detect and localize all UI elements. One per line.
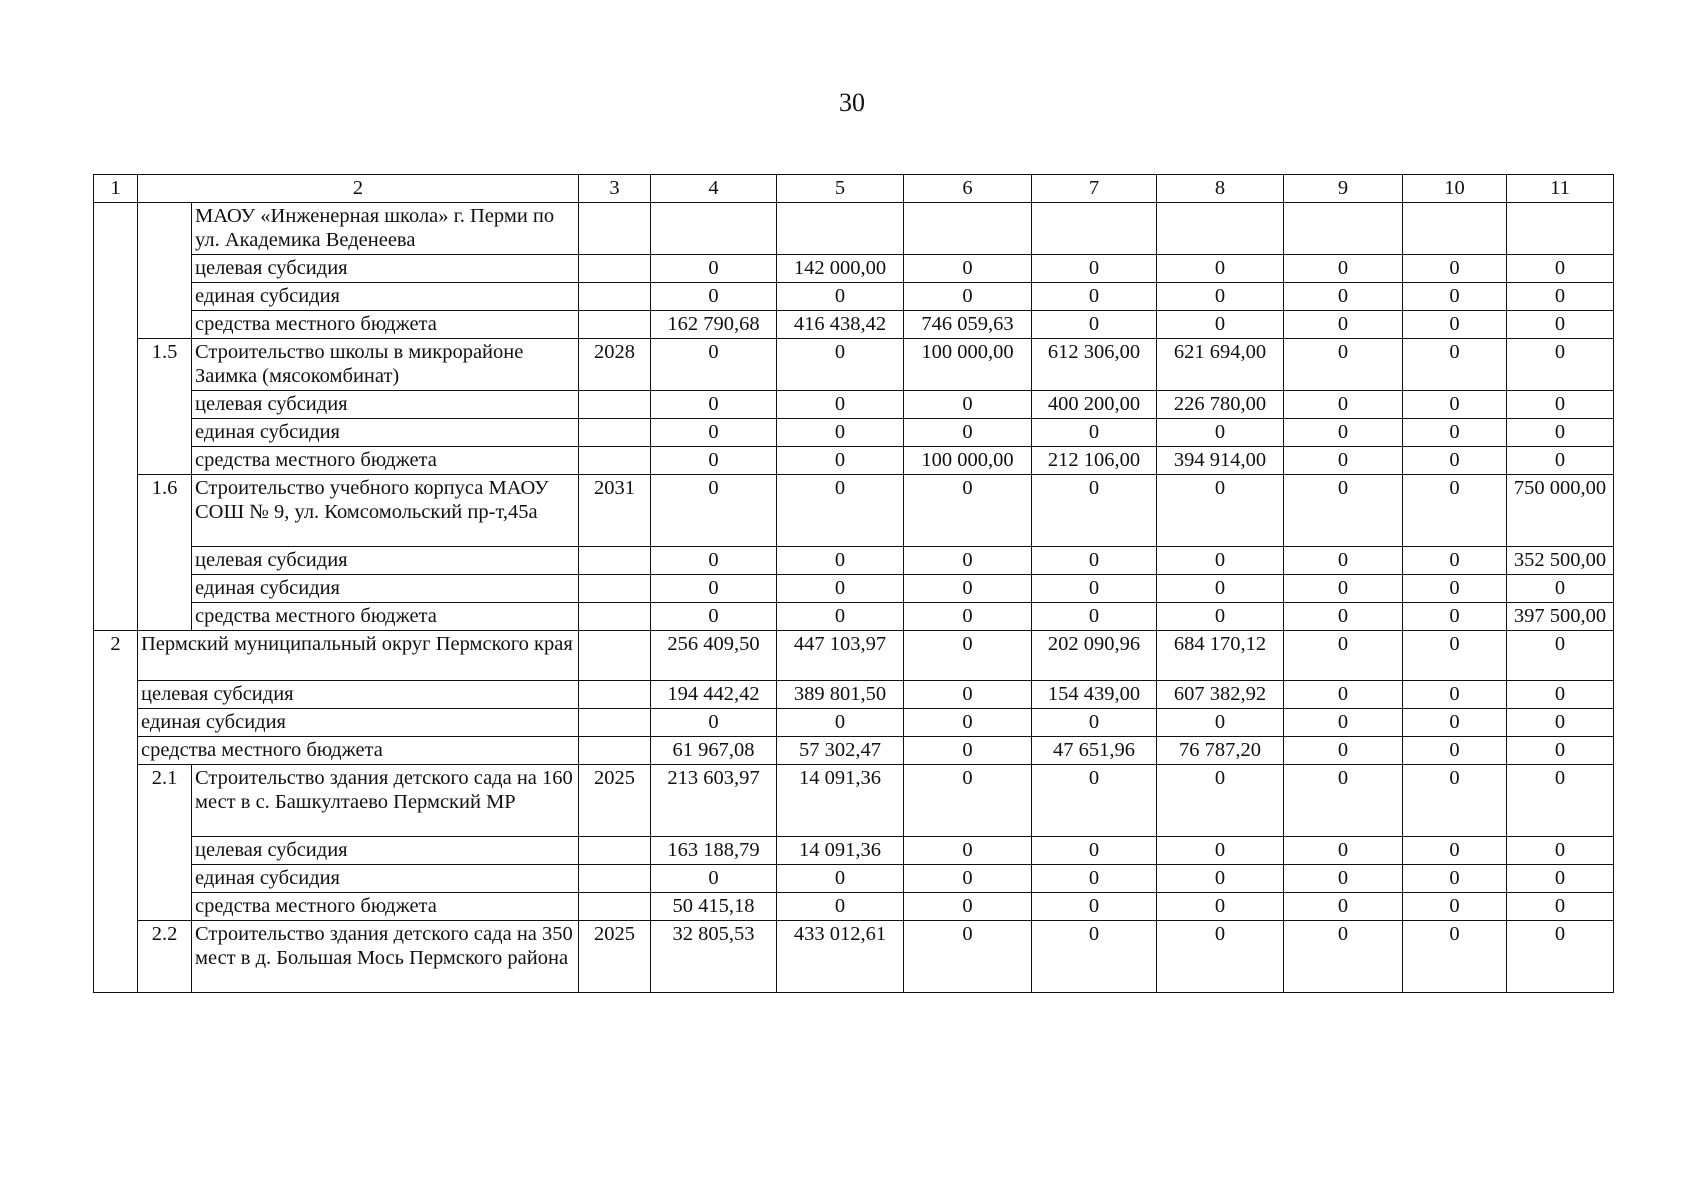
value-cell: [904, 203, 1032, 255]
table-row: [94, 391, 1614, 419]
value-cell: 0: [1157, 865, 1284, 893]
value-cell: 256 409,50: [651, 631, 777, 681]
value-cell: 0: [1507, 391, 1614, 419]
row-label: средства местного бюджета: [192, 893, 579, 921]
value-cell: 0: [904, 255, 1032, 283]
value-cell: 0: [904, 547, 1032, 575]
value-cell: 0: [1032, 475, 1157, 547]
year-cell: 2031: [579, 475, 651, 547]
section-number: [94, 203, 138, 631]
value-cell: 0: [1032, 865, 1157, 893]
value-cell: 0: [1032, 419, 1157, 447]
value-cell: 0: [777, 447, 904, 475]
row-label: Строительство учебного корпуса МАОУ СОШ № 9, ул. Комсомольский пр-т,45а: [192, 475, 579, 547]
value-cell: 142 000,00: [777, 255, 904, 283]
value-cell: 0: [1157, 765, 1284, 837]
page-number: 30: [839, 88, 865, 117]
value-cell: 447 103,97: [777, 631, 904, 681]
value-cell: 154 439,00: [1032, 681, 1157, 709]
table-body: [94, 175, 1614, 993]
value-cell: 0: [1284, 575, 1403, 603]
value-cell: 0: [1032, 311, 1157, 339]
value-cell: 32 805,53: [651, 921, 777, 993]
table-row: [94, 603, 1614, 631]
year-cell: [579, 203, 651, 255]
value-cell: 0: [1157, 893, 1284, 921]
value-cell: 0: [1403, 419, 1507, 447]
value-cell: 0: [1284, 283, 1403, 311]
column-header: 10: [1403, 175, 1507, 203]
value-cell: 0: [904, 681, 1032, 709]
value-cell: [1284, 203, 1403, 255]
value-cell: 0: [1157, 837, 1284, 865]
value-cell: 0: [1157, 921, 1284, 993]
row-label: целевая субсидия: [138, 681, 579, 709]
column-header: 4: [651, 175, 777, 203]
value-cell: 0: [1507, 681, 1614, 709]
year-cell: 2028: [579, 339, 651, 391]
value-cell: 0: [1403, 765, 1507, 837]
table-row: [94, 203, 1614, 255]
row-label: средства местного бюджета: [138, 737, 579, 765]
value-cell: 0: [1507, 255, 1614, 283]
value-cell: 0: [904, 391, 1032, 419]
year-cell: [579, 865, 651, 893]
year-cell: [579, 255, 651, 283]
value-cell: 0: [1403, 921, 1507, 993]
table-row: [94, 575, 1614, 603]
row-label: единая субсидия: [138, 709, 579, 737]
row-label: Строительство школы в микрорайоне Заимка (мясокомбинат): [192, 339, 579, 391]
row-label: единая субсидия: [192, 419, 579, 447]
value-cell: 0: [1507, 283, 1614, 311]
table-row: [94, 547, 1614, 575]
row-label: средства местного бюджета: [192, 603, 579, 631]
value-cell: 0: [777, 391, 904, 419]
value-cell: 0: [777, 547, 904, 575]
value-cell: 621 694,00: [1157, 339, 1284, 391]
value-cell: 746 059,63: [904, 311, 1032, 339]
value-cell: 47 651,96: [1032, 737, 1157, 765]
value-cell: 0: [1403, 865, 1507, 893]
value-cell: 0: [904, 419, 1032, 447]
row-label: средства местного бюджета: [192, 447, 579, 475]
column-header: 6: [904, 175, 1032, 203]
value-cell: 0: [1032, 765, 1157, 837]
value-cell: 397 500,00: [1507, 603, 1614, 631]
value-cell: 202 090,96: [1032, 631, 1157, 681]
year-cell: [579, 631, 651, 681]
value-cell: 0: [1403, 709, 1507, 737]
value-cell: 0: [904, 921, 1032, 993]
value-cell: [1032, 203, 1157, 255]
value-cell: 0: [1507, 339, 1614, 391]
value-cell: 0: [1403, 475, 1507, 547]
value-cell: 100 000,00: [904, 447, 1032, 475]
value-cell: 433 012,61: [777, 921, 904, 993]
value-cell: 0: [777, 575, 904, 603]
value-cell: 0: [1157, 283, 1284, 311]
table-row: [94, 709, 1614, 737]
item-number: 1.5: [138, 339, 192, 475]
value-cell: 0: [1507, 893, 1614, 921]
value-cell: 0: [904, 475, 1032, 547]
value-cell: 194 442,42: [651, 681, 777, 709]
row-label: МАОУ «Инженерная школа» г. Перми по ул. Академика Веденеева: [192, 203, 579, 255]
value-cell: 0: [1284, 339, 1403, 391]
column-header: 7: [1032, 175, 1157, 203]
value-cell: 0: [1032, 547, 1157, 575]
table-row: [94, 475, 1614, 547]
value-cell: 0: [1157, 311, 1284, 339]
value-cell: 0: [1507, 311, 1614, 339]
value-cell: 0: [651, 603, 777, 631]
table-row: [94, 631, 1614, 681]
column-header: 11: [1507, 175, 1614, 203]
table-row: [94, 255, 1614, 283]
value-cell: 212 106,00: [1032, 447, 1157, 475]
row-label: единая субсидия: [192, 575, 579, 603]
value-cell: 0: [1284, 921, 1403, 993]
row-label: целевая субсидия: [192, 547, 579, 575]
value-cell: 0: [1507, 837, 1614, 865]
value-cell: 0: [1157, 475, 1284, 547]
value-cell: 0: [1284, 709, 1403, 737]
value-cell: 0: [1284, 737, 1403, 765]
value-cell: 0: [904, 765, 1032, 837]
value-cell: 0: [1284, 893, 1403, 921]
value-cell: 400 200,00: [1032, 391, 1157, 419]
value-cell: 750 000,00: [1507, 475, 1614, 547]
value-cell: 50 415,18: [651, 893, 777, 921]
value-cell: 0: [904, 575, 1032, 603]
value-cell: 0: [777, 709, 904, 737]
value-cell: 0: [904, 283, 1032, 311]
table-row: [94, 311, 1614, 339]
value-cell: 0: [904, 893, 1032, 921]
value-cell: [651, 203, 777, 255]
item-number: 2.1: [138, 765, 192, 921]
row-label: средства местного бюджета: [192, 311, 579, 339]
value-cell: 0: [1403, 631, 1507, 681]
row-label: единая субсидия: [192, 865, 579, 893]
table-row: [94, 283, 1614, 311]
column-header: 9: [1284, 175, 1403, 203]
value-cell: 0: [1403, 681, 1507, 709]
value-cell: 0: [1032, 283, 1157, 311]
year-cell: [579, 311, 651, 339]
year-cell: 2025: [579, 765, 651, 837]
table-row: [94, 893, 1614, 921]
value-cell: 61 967,08: [651, 737, 777, 765]
row-label: целевая субсидия: [192, 391, 579, 419]
value-cell: 0: [904, 603, 1032, 631]
year-cell: [579, 709, 651, 737]
value-cell: 0: [1284, 447, 1403, 475]
item-number: 1.6: [138, 475, 192, 631]
table-row: [94, 837, 1614, 865]
year-cell: [579, 419, 651, 447]
value-cell: 0: [777, 283, 904, 311]
value-cell: 0: [651, 339, 777, 391]
value-cell: 0: [1403, 255, 1507, 283]
value-cell: 0: [1403, 447, 1507, 475]
value-cell: 0: [1507, 709, 1614, 737]
year-cell: [579, 547, 651, 575]
column-header: 8: [1157, 175, 1284, 203]
value-cell: 0: [1032, 893, 1157, 921]
header-row: [94, 175, 1614, 203]
value-cell: 0: [1284, 419, 1403, 447]
value-cell: 0: [1284, 311, 1403, 339]
value-cell: 0: [1032, 603, 1157, 631]
value-cell: 416 438,42: [777, 311, 904, 339]
year-cell: [579, 737, 651, 765]
value-cell: 0: [1032, 837, 1157, 865]
column-header: 3: [579, 175, 651, 203]
value-cell: 0: [1403, 339, 1507, 391]
value-cell: 0: [1032, 255, 1157, 283]
item-number: [138, 203, 192, 339]
value-cell: 0: [1507, 575, 1614, 603]
value-cell: 0: [651, 419, 777, 447]
value-cell: 0: [1157, 419, 1284, 447]
value-cell: 0: [1403, 547, 1507, 575]
value-cell: 0: [777, 339, 904, 391]
value-cell: 14 091,36: [777, 765, 904, 837]
year-cell: [579, 447, 651, 475]
value-cell: 226 780,00: [1157, 391, 1284, 419]
value-cell: 76 787,20: [1157, 737, 1284, 765]
table-row: [94, 765, 1614, 837]
value-cell: 352 500,00: [1507, 547, 1614, 575]
value-cell: 684 170,12: [1157, 631, 1284, 681]
value-cell: 0: [1507, 631, 1614, 681]
value-cell: 0: [1157, 547, 1284, 575]
column-header: 5: [777, 175, 904, 203]
item-number: 2.2: [138, 921, 192, 993]
value-cell: 0: [904, 709, 1032, 737]
value-cell: 0: [651, 475, 777, 547]
value-cell: 0: [1284, 547, 1403, 575]
column-header: 1: [94, 175, 138, 203]
value-cell: 0: [1284, 865, 1403, 893]
value-cell: 0: [1507, 447, 1614, 475]
value-cell: 0: [1403, 391, 1507, 419]
value-cell: 0: [1403, 603, 1507, 631]
value-cell: 0: [777, 865, 904, 893]
value-cell: 0: [1032, 921, 1157, 993]
year-cell: [579, 893, 651, 921]
table-row: [94, 339, 1614, 391]
year-cell: [579, 603, 651, 631]
row-label: единая субсидия: [192, 283, 579, 311]
value-cell: 0: [1284, 765, 1403, 837]
table-row: [94, 419, 1614, 447]
value-cell: 14 091,36: [777, 837, 904, 865]
value-cell: 0: [1284, 681, 1403, 709]
row-label: Пермский муниципальный округ Пермского края: [138, 631, 579, 681]
value-cell: 0: [651, 709, 777, 737]
value-cell: 0: [1507, 921, 1614, 993]
table-row: [94, 737, 1614, 765]
value-cell: 0: [651, 255, 777, 283]
value-cell: 0: [1284, 255, 1403, 283]
value-cell: 0: [1284, 391, 1403, 419]
value-cell: 0: [1507, 737, 1614, 765]
value-cell: 0: [1403, 575, 1507, 603]
table-row: [94, 865, 1614, 893]
value-cell: 389 801,50: [777, 681, 904, 709]
value-cell: 0: [777, 475, 904, 547]
table-row: [94, 681, 1614, 709]
value-cell: 0: [1157, 709, 1284, 737]
value-cell: 0: [904, 865, 1032, 893]
value-cell: 57 302,47: [777, 737, 904, 765]
row-label: Строительство здания детского сада на 350 мест в д. Большая Мось Пермского района: [192, 921, 579, 993]
value-cell: 0: [651, 575, 777, 603]
value-cell: 0: [1507, 865, 1614, 893]
value-cell: 0: [1403, 283, 1507, 311]
value-cell: [1157, 203, 1284, 255]
value-cell: 213 603,97: [651, 765, 777, 837]
value-cell: 100 000,00: [904, 339, 1032, 391]
value-cell: 0: [1157, 575, 1284, 603]
value-cell: 0: [777, 893, 904, 921]
value-cell: 0: [1403, 311, 1507, 339]
value-cell: 394 914,00: [1157, 447, 1284, 475]
value-cell: 0: [1284, 475, 1403, 547]
year-cell: [579, 681, 651, 709]
row-label: целевая субсидия: [192, 837, 579, 865]
value-cell: 163 188,79: [651, 837, 777, 865]
value-cell: 0: [651, 547, 777, 575]
value-cell: 0: [1403, 837, 1507, 865]
value-cell: 0: [651, 391, 777, 419]
value-cell: 0: [1284, 631, 1403, 681]
value-cell: 0: [651, 865, 777, 893]
value-cell: 0: [1157, 603, 1284, 631]
value-cell: 162 790,68: [651, 311, 777, 339]
table-row: [94, 921, 1614, 993]
value-cell: [1507, 203, 1614, 255]
row-label: целевая субсидия: [192, 255, 579, 283]
value-cell: [777, 203, 904, 255]
column-header: 2: [138, 175, 579, 203]
year-cell: [579, 391, 651, 419]
value-cell: 0: [1403, 737, 1507, 765]
value-cell: 612 306,00: [1032, 339, 1157, 391]
value-cell: 0: [904, 837, 1032, 865]
value-cell: 0: [1507, 419, 1614, 447]
row-label: Строительство здания детского сада на 160 мест в с. Башкултаево Пермский МР: [192, 765, 579, 837]
value-cell: 0: [904, 737, 1032, 765]
year-cell: [579, 283, 651, 311]
year-cell: [579, 575, 651, 603]
section-number: 2: [94, 631, 138, 993]
value-cell: 0: [777, 419, 904, 447]
value-cell: 0: [1157, 255, 1284, 283]
value-cell: 0: [1507, 765, 1614, 837]
value-cell: 0: [651, 283, 777, 311]
budget-table: [93, 174, 1614, 993]
value-cell: 0: [1032, 575, 1157, 603]
value-cell: 607 382,92: [1157, 681, 1284, 709]
value-cell: 0: [904, 631, 1032, 681]
value-cell: 0: [1403, 893, 1507, 921]
value-cell: 0: [777, 603, 904, 631]
year-cell: 2025: [579, 921, 651, 993]
table-row: [94, 447, 1614, 475]
value-cell: 0: [1032, 709, 1157, 737]
value-cell: [1403, 203, 1507, 255]
value-cell: 0: [651, 447, 777, 475]
value-cell: 0: [1284, 837, 1403, 865]
value-cell: 0: [1284, 603, 1403, 631]
year-cell: [579, 837, 651, 865]
